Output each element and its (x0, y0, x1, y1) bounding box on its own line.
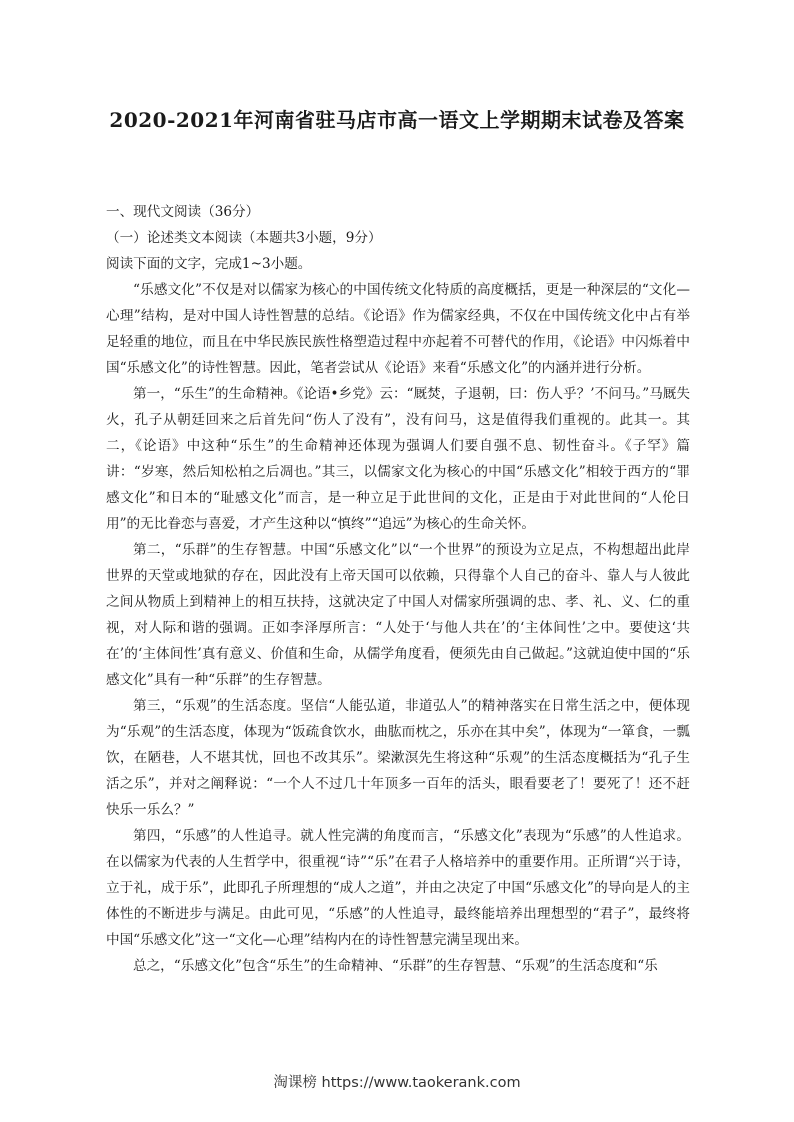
paragraph-point-4: 第四，“乐感”的人性追寻。就人性完满的角度而言，“乐感文化”表现为“乐感”的人性追求。在以儒家为代表的人生哲学中，很重视“诗”“乐”在君子人格培养中的重要作用。正所谓“兴于诗，立于礼，成于乐”，此即孔子所理想的“成人之道”，并由之决定了中国“乐感文化”的导向是人的主体性的不断进步与满足。由此可见，“乐感”的人性追寻，最终能培养出理想型的“君子”，最终将中国“乐感文化”这一“文化—心理”结构内在的诗性智慧完满呈现出来。 (106, 828, 690, 948)
section-heading: 一、现代文阅读（36分） (106, 204, 260, 220)
document-body (106, 199, 690, 979)
paragraph-intro: “乐感文化”不仅是对以儒家为核心的中国传统文化特质的高度概括，更是一种深层的“文化—心理”结构，是对中国人诗性智慧的总结。《论语》作为儒家经典，不仅在中国传统文化中占有举足轻重的地位，而且在中华民族民族性格塑造过程中亦起着不可替代的作用，《论语》中闪烁着中国“乐感文化”的诗性智慧。因此，笔者尝试从《论语》来看“乐感文化”的内涵并进行分析。 (106, 282, 690, 376)
paragraph-summary: 总之，“乐感文化”包含“乐生”的生命精神、“乐群”的生存智慧、“乐观”的生活态度和“乐 (133, 958, 658, 974)
page-title: 2020-2021年河南省驻马店市高一语文上学期期末试卷及答案 (109, 108, 685, 132)
paragraph-point-2: 第二，“乐群”的生存智慧。中国“乐感文化”以“一个世界”的预设为立足点，不构想超出此岸世界的天堂或地狱的存在，因此没有上帝天国可以依赖，只得靠个人自己的奋斗、靠人与人彼此之间从物质上到精神上的相互扶持，这就决定了中国人对儒家所强调的忠、孝、礼、义、仁的重视，对人际和谐的强调。正如李泽厚所言：“人处于‘与他人共在’的‘主体间性’之中。要使这‘共在’的‘主体间性’真有意义、价值和生命，从儒学角度看，便须先由自己做起。”这就迫使中国的“乐感文化”具有一种“乐群”的生存智慧。 (106, 542, 690, 688)
paragraph-point-3: 第三，“乐观”的生活态度。坚信“人能弘道，非道弘人”的精神落实在日常生活之中，便体现为“乐观”的生活态度，体现为“饭疏食饮水，曲肱而枕之，乐亦在其中矣”，体现为“一箪食，一瓢饮，在陋巷，人不堪其忧，回也不改其乐”。梁漱溟先生将这种“乐观”的生活态度概括为“孔子生活之乐”，并对之阐释说：“一个人不过几十年顶多一百年的活头，眼看要老了！要死了！还不赶快乐一乐么？” (106, 698, 690, 818)
footer-watermark: 淘课榜 https://www.taokerank.com (273, 1075, 521, 1091)
reading-instruction: 阅读下面的文字，完成1~3小题。 (106, 256, 312, 272)
paragraph-point-1: 第一，“乐生”的生命精神。《论语•乡党》云：“厩焚，子退朝，曰：伤人乎？’不问马。”马厩失火，孔子从朝廷回来之后首先问“伤人了没有”，没有问马，这是值得我们重视的。此其一。其二，《论语》中这种“乐生”的生命精神还体现为强调人们要自强不息、韧性奋斗。《子罕》篇讲：“岁寒，然后知松柏之后凋也。”其三，以儒家文化为核心的中国“乐感文化”相较于西方的“罪感文化”和日本的“耻感文化”而言，是一种立足于此世间的文化，正是由于对此世间的“人伦日用”的无比眷恋与喜爱，才产生这种以“慎终”“追远”为核心的生命关怀。 (106, 386, 690, 532)
section-subheading: （一）论述类文本阅读（本题共3小题，9分） (106, 230, 382, 246)
